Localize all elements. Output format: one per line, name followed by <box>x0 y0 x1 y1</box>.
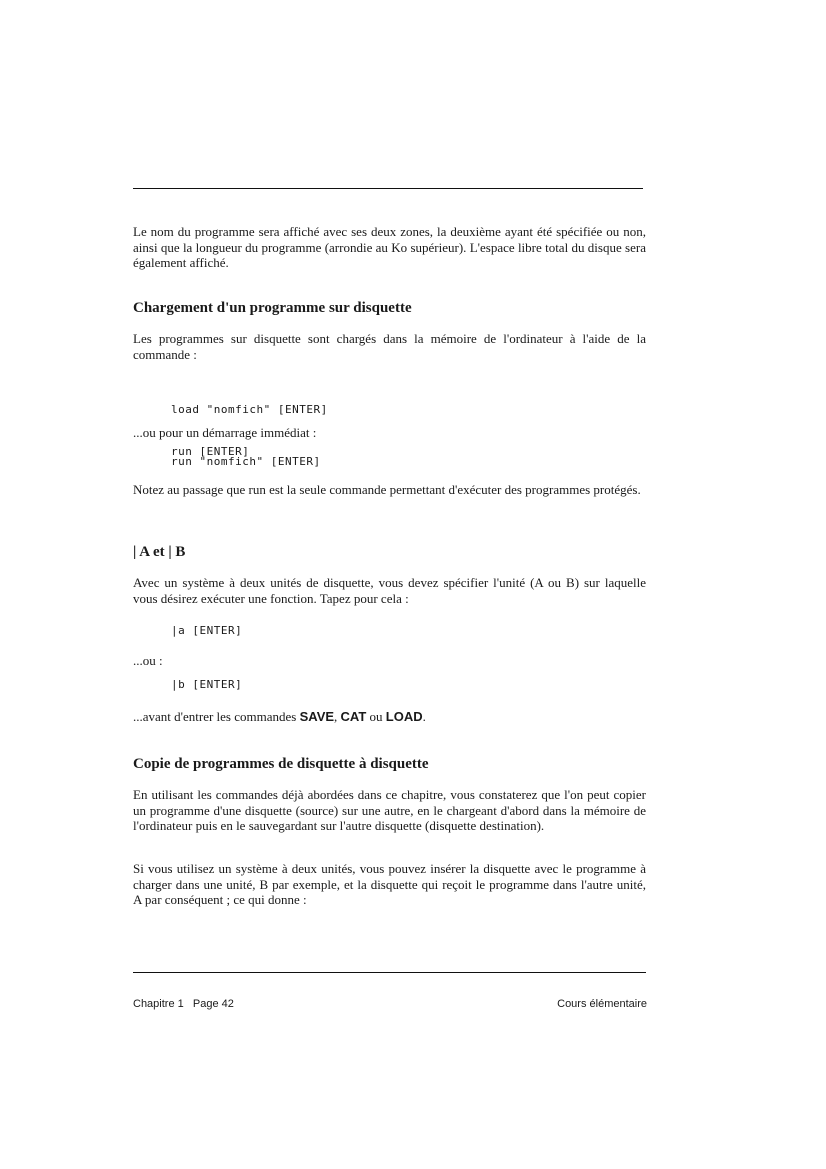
keyword-cat: CAT <box>340 709 367 724</box>
paragraph-ou-demarrage: ...ou pour un démarrage immédiat : <box>133 425 317 440</box>
paragraph-avant-commandes <box>133 709 646 725</box>
code-line-a: |a [ENTER] <box>171 624 243 637</box>
code-line: load "nomfich" [ENTER] <box>171 403 328 416</box>
code-line: run [ENTER] <box>171 445 250 458</box>
bottom-rule <box>133 972 646 973</box>
section-heading-chargement: Chargement d'un programme sur disquette <box>133 300 412 316</box>
footer-chapter-page: Chapitre 1 Page 42 <box>133 998 234 1010</box>
top-rule <box>133 188 643 189</box>
paragraph-ou: ...ou : <box>133 653 163 668</box>
paragraph-notez: Notez au passage que run est la seule commande permettant d'exécuter des programmes protégés. <box>133 482 641 497</box>
intro-paragraph: Le nom du programme sera affiché avec ses deux zones, la deuxième ayant été spécifiée ou non, ainsi que la longueur du programme (arrondie au Ko supérieur). L'espace libre total du disque sera également affiché. <box>133 224 646 270</box>
text-span: ...avant d'entrer les commandes <box>133 709 300 724</box>
keyword-load: LOAD <box>385 709 423 724</box>
keyword-save: SAVE <box>299 709 335 724</box>
paragraph-systeme-deux-unites: Avec un système à deux unités de disquette, vous devez spécifier l'unité (A ou B) sur laquelle vous désirez exécuter une fonction. Tapez pour cela : <box>133 575 646 606</box>
section-heading-a-et-b: | A et | B <box>133 544 186 560</box>
code-line-b: |b [ENTER] <box>171 678 243 691</box>
paragraph-chargement: Les programmes sur disquette sont chargés dans la mémoire de l'ordinateur à l'aide de la commande : <box>133 331 646 362</box>
footer-course-title: Cours élémentaire <box>557 998 647 1010</box>
text-span: , <box>334 709 341 724</box>
section-heading-copie: Copie de programmes de disquette à disquette <box>133 756 429 772</box>
code-line-run: run "nomfich" [ENTER] <box>171 455 321 468</box>
paragraph-si-vous-utilisez: Si vous utilisez un système à deux unités, vous pouvez insérer la disquette avec le programme à charger dans une unité, B par exemple, et la disquette qui reçoit le programme dans l'autre unité, A par conséquent ; ce qui donne : <box>133 861 646 907</box>
paragraph-en-utilisant: En utilisant les commandes déjà abordées dans ce chapitre, vous constaterez que l'on peut copier un programme d'une disquette (source) sur une autre, en le chargeant d'abord dans la mémoire de l'ordinateur puis en le sauvegardant sur l'autre disquette (disquette destination). <box>133 787 646 833</box>
text-span: ou <box>366 709 386 724</box>
text-span: . <box>422 709 426 724</box>
